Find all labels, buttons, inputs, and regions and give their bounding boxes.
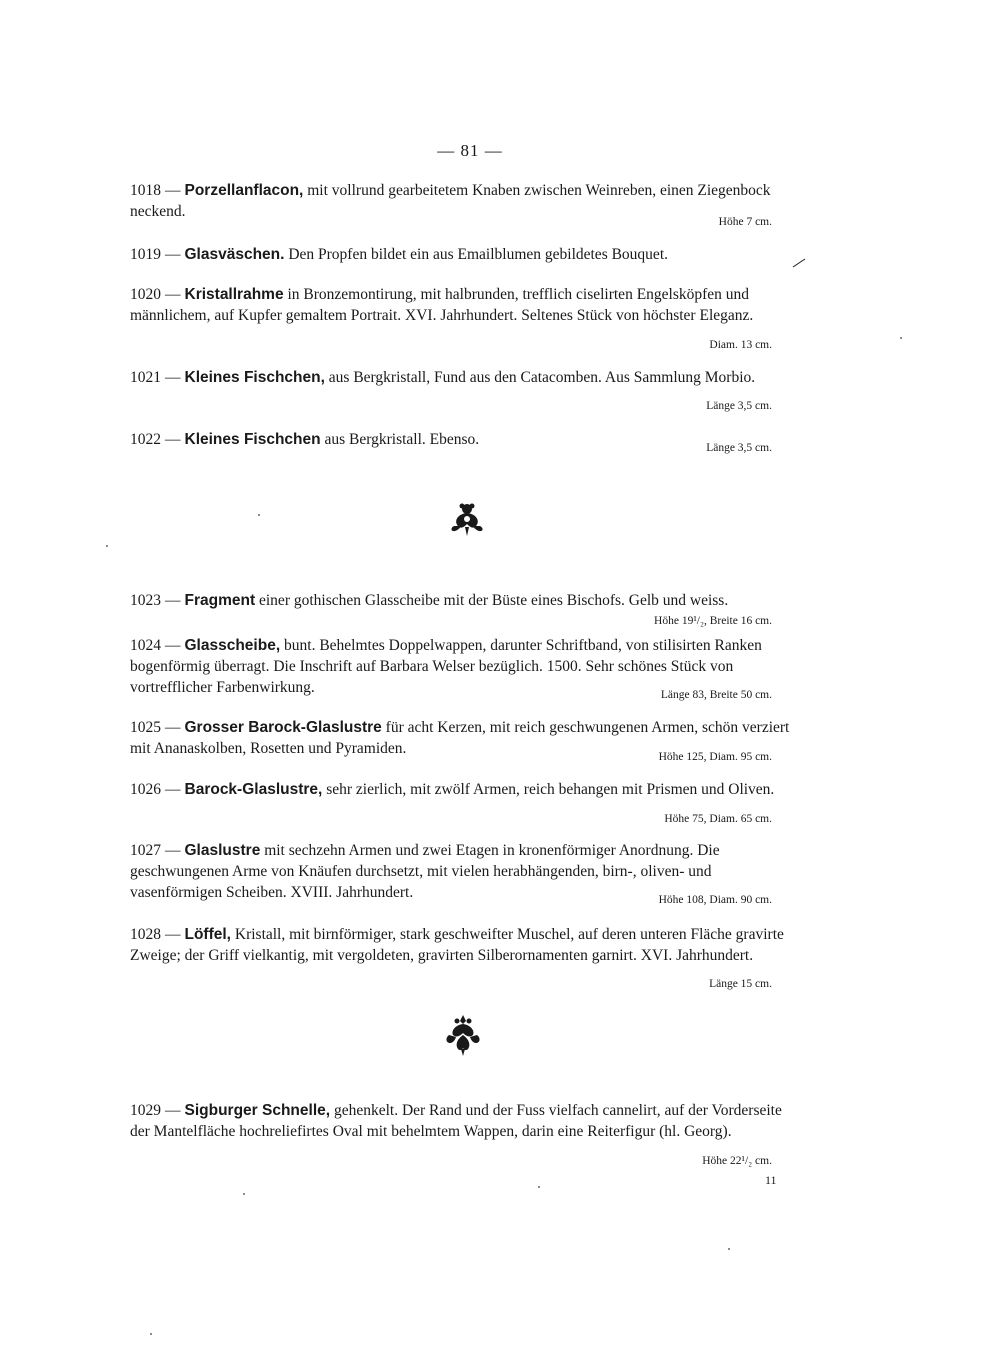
entry-title: Sigburger Schnelle, (184, 1102, 331, 1119)
entry-title: Kleines Fischchen, (184, 369, 325, 386)
entry-number: 1028 (130, 926, 161, 943)
catalog-entry-1019: 1019 — Glasväschen. Den Propfen bildet ein aus Emailblumen gebildetes Bouquet. (130, 246, 668, 263)
catalog-entry-1020: 1020 — Kristallrahme in Bronzemontirung, mit halbrunden, trefflich ciselirten Engelsköpfen und männlichem, auf Kupfer gemaltem Portrait. XVI. Jahrhundert. Seltenes Stück von höchster Eleganz. Diam. 13 cm. (130, 284, 802, 326)
catalog-entry-1029: 1029 — Sigburger Schnelle, gehenkelt. Der Rand und der Fuss vielfach cannelirt, auf der Vorderseite der Mantelfläche hochreliefirtes Oval mit behelmtem Wappen, darin eine Reiterfigur (hl. Georg). Höhe 22¹/₂ cm. (130, 1100, 802, 1142)
entry-number: 1021 (130, 369, 161, 386)
entry-description: für acht Kerzen, mit reich geschwungenen Armen, schön verziert mit Ananaskolben, Rosetten und Pyramiden. (130, 719, 790, 757)
entry-measure: Länge 3,5 cm. (706, 400, 772, 412)
entry-title: Glaslustre (184, 842, 261, 859)
entry-title: Kristallrahme (184, 286, 284, 303)
page-speck (538, 1186, 540, 1188)
catalog-entry-1021: 1021 — Kleines Fischchen, aus Bergkristall, Fund aus den Catacomben. Aus Sammlung Morbio. Länge 3,5 cm. (130, 367, 802, 388)
entry-number: 1027 (130, 842, 161, 859)
page-number: — 81 — (437, 141, 503, 160)
entry-description: einer gothischen Glasscheibe mit der Büste eines Bischofs. Gelb und weiss. (255, 592, 729, 609)
entry-number: 1026 (130, 781, 161, 798)
page-speck (243, 1193, 245, 1195)
catalog-entry-1023: 1023 — Fragment einer gothischen Glasscheibe mit der Büste eines Bischofs. Gelb und weiss. Höhe 19¹/₂, Breite 16 cm. (130, 590, 802, 611)
entry-description: aus Bergkristall, Fund aus den Catacomben. Aus Sammlung Morbio. (324, 369, 756, 386)
entry-number: 1022 (130, 431, 161, 448)
catalog-entry-1024: 1024 — Glasscheibe, bunt. Behelmtes Doppelwappen, darunter Schriftband, von stilisirten Ranken bogenförmig überragt. Die Inschrift auf Barbara Welser bezüglich. 1500. Sehr schönes Stück von vortrefflicher Farbenwirkung. Länge 83, Breite 50 cm. (130, 635, 802, 698)
catalog-entry-1022: 1022 — Kleines Fischchen aus Bergkristall. Ebenso. Länge 3,5 cm. (130, 429, 802, 450)
entry-title: Löffel, (184, 926, 231, 943)
entry-number: 1018 (130, 182, 161, 199)
entry-description: sehr zierlich, mit zwölf Armen, reich behangen mit Prismen und Oliven. (322, 781, 775, 798)
page-speck (728, 1248, 730, 1250)
catalog-entry-1028: 1028 — Löffel, Kristall, mit birnförmiger, stark geschweifter Muschel, auf deren unteren Fläche gravirte Zweige; der Griff vielkantig, mit vergoldeten, gravirten Silberornamenten garnirt. XVI. Jahrhundert. Länge 15 cm. (130, 924, 802, 966)
page-speck (150, 1333, 152, 1335)
entry-number: 1020 (130, 286, 161, 303)
catalog-entry-1018: 1018 — Porzellanflacon, mit vollrund gearbeitetem Knaben zwischen Weinreben, einen Ziegenbock neckend. Höhe 7 cm. (130, 180, 802, 222)
page-speck (258, 514, 260, 516)
catalog-entry-1027: 1027 — Glaslustre mit sechzehn Armen und zwei Etagen in kronenförmiger Anordnung. Die geschwungenen Arme von Knäufen durchsetzt, mit vielen herabhängenden, birn-, oliven- und vasenförmigen Scheiben. XVIII. Jahrhundert. Höhe 108, Diam. 90 cm. (130, 840, 802, 903)
entry-number: 1025 (130, 719, 161, 736)
entry-title: Grosser Barock-Glaslustre (184, 719, 382, 736)
fleuron-ornament (443, 1013, 483, 1057)
entry-title: Kleines Fischchen (184, 431, 321, 448)
entry-number: 1024 (130, 637, 161, 654)
entry-number: 1019 (130, 246, 161, 263)
entry-measure: Länge 15 cm. (709, 978, 772, 990)
entry-number: 1029 (130, 1102, 161, 1119)
entry-description: mit sechzehn Armen und zwei Etagen in kronenförmiger Anordnung. Die geschwungenen Arme von Knäufen durchsetzt, mit vielen herabhängenden, birn-, oliven- und vasenförmigen Scheiben. XVIII. Jahrhundert. (130, 842, 720, 901)
entry-measure: Länge 83, Breite 50 cm. (660, 689, 772, 701)
entry-description: bunt. Behelmtes Doppelwappen, darunter Schriftband, von stilisirten Ranken bogenförmig überragt. Die Inschrift auf Barbara Welser bezüglich. 1500. Sehr schönes Stück von vortrefflicher Farbenwirkung. (130, 637, 762, 696)
entry-measure: Länge 3,5 cm. (706, 442, 772, 454)
page-speck (900, 337, 902, 339)
entry-measure: Höhe 19¹/₂, Breite 16 cm. (654, 615, 772, 627)
entry-title: Barock-Glaslustre, (184, 781, 323, 798)
entry-description: in Bronzemontirung, mit halbrunden, trefflich ciselirten Engelsköpfen und männlichem, auf Kupfer gemaltem Portrait. XVI. Jahrhundert. Seltenes Stück von höchster Eleganz. (130, 286, 754, 324)
entry-description: Den Propfen bildet ein aus Emailblumen gebildetes Bouquet. (284, 246, 668, 263)
entry-description: aus Bergkristall. Ebenso. (320, 431, 480, 448)
entry-measure: Höhe 22¹/₂ cm. (702, 1155, 772, 1167)
entry-title: Porzellanflacon, (184, 182, 304, 199)
entry-measure: Höhe 7 cm. (718, 216, 772, 228)
catalog-entry-1026: 1026 — Barock-Glaslustre, sehr zierlich, mit zwölf Armen, reich behangen mit Prismen und Oliven. Höhe 75, Diam. 65 cm. (130, 779, 802, 800)
fleuron-ornament (447, 500, 487, 540)
entry-measure: Höhe 125, Diam. 95 cm. (658, 751, 772, 763)
entry-measure: Höhe 75, Diam. 65 cm. (664, 813, 772, 825)
entry-description: Kristall, mit birnförmiger, stark geschweifter Muschel, auf deren unteren Fläche gravirte Zweige; der Griff vielkantig, mit vergoldeten, gravirten Silberornamenten garnirt. XVI. Jahrhundert. (130, 926, 784, 964)
entry-description: mit vollrund gearbeitetem Knaben zwischen Weinreben, einen Ziegenbock neckend. (130, 182, 771, 220)
entry-description: gehenkelt. Der Rand und der Fuss vielfach cannelirt, auf der Vorderseite der Mantelfläche hochreliefirtes Oval mit behelmtem Wappen, darin eine Reiterfigur (hl. Georg). (130, 1102, 782, 1140)
entry-measure: Höhe 108, Diam. 90 cm. (658, 894, 772, 906)
entry-number: 1023 (130, 592, 161, 609)
pen-mark (792, 258, 806, 268)
entry-title: Glasscheibe, (184, 637, 281, 654)
signature-mark: 11 (765, 1173, 777, 1187)
catalog-entry-1025: 1025 — Grosser Barock-Glaslustre für acht Kerzen, mit reich geschwungenen Armen, schön verziert mit Ananaskolben, Rosetten und Pyramiden. Höhe 125, Diam. 95 cm. (130, 717, 802, 759)
entry-title: Glasväschen. (184, 246, 285, 263)
page-speck (106, 545, 108, 547)
entry-measure: Diam. 13 cm. (709, 339, 772, 351)
entry-title: Fragment (184, 592, 256, 609)
